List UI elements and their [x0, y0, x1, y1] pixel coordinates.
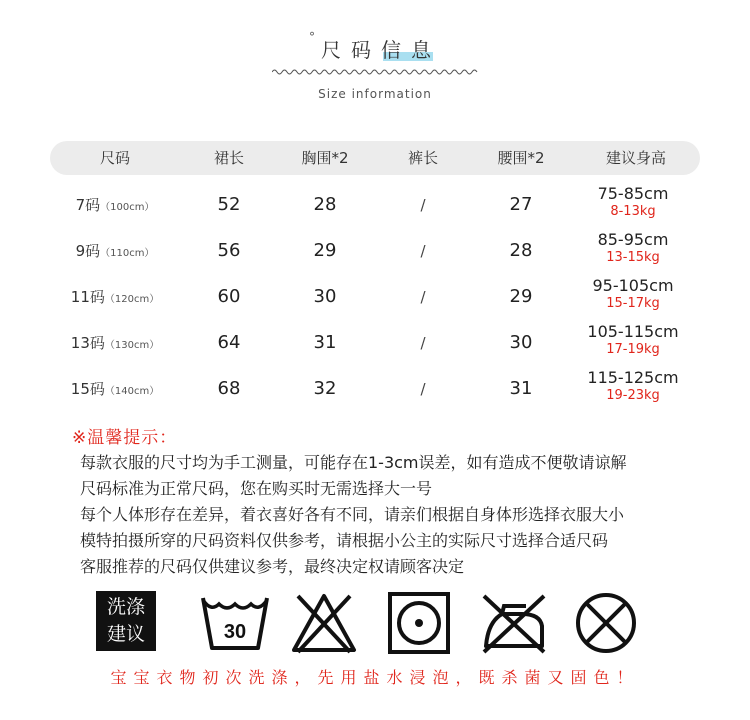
no-iron-icon — [478, 590, 550, 656]
skirt-length-cell: 68 — [217, 378, 241, 399]
skirt-length-cell: 60 — [217, 286, 241, 307]
height-cell — [587, 324, 678, 356]
table-row — [0, 366, 750, 412]
size-cell — [71, 320, 159, 366]
table-row — [0, 228, 750, 274]
footer-note: 宝宝衣物初次洗涤，先用盐水浸泡，既杀菌又固色！ — [110, 668, 640, 687]
col-header-chest: 胸围*2 — [301, 149, 349, 167]
tip-line: 客服推荐的尺码仅供建议参考，最终决定权请顾客决定 — [80, 557, 465, 576]
col-header-waist: 腰围*2 — [497, 149, 545, 167]
tumble-dry-icon — [386, 590, 452, 656]
title-text: 尺码信息 — [321, 38, 441, 62]
tips-title: ※温馨提示： — [72, 428, 178, 448]
waist-cell: 30 — [509, 332, 533, 353]
chest-cell: 29 — [313, 240, 337, 261]
wash-30-icon — [198, 590, 272, 656]
size-cm: （120cm） — [104, 294, 160, 305]
tip-line: 尺码标准为正常尺码，您在购买时无需选择大一号 — [80, 479, 433, 498]
weight-value: 15-17kg — [606, 296, 660, 311]
size-cm: （140cm） — [104, 386, 160, 397]
height-value: 85-95cm — [597, 230, 669, 249]
weight-value: 17-19kg — [606, 342, 660, 357]
wash-label-line2: 建议 — [106, 623, 145, 645]
chest-cell: 32 — [313, 378, 337, 399]
wash-advice-label — [96, 591, 156, 651]
wash-label-line1: 洗涤 — [106, 596, 145, 618]
table-header-bar — [50, 141, 700, 175]
pants-length-cell: / — [420, 288, 426, 306]
tip-line: 模特拍摄所穿的尺码资料仅供参考，请根据小公主的实际尺寸选择合适尺码 — [80, 531, 609, 550]
chest-cell: 31 — [313, 332, 337, 353]
height-cell — [592, 278, 673, 310]
size-cell — [76, 182, 155, 228]
col-header-skirt-length: 裙长 — [213, 149, 245, 167]
col-header-size: 尺码 — [99, 149, 131, 167]
height-value: 95-105cm — [592, 276, 674, 295]
pants-length-cell: / — [420, 196, 426, 214]
height-cell — [587, 370, 678, 402]
table-row — [0, 320, 750, 366]
height-cell — [598, 232, 669, 264]
size-cm: （130cm） — [104, 340, 160, 351]
size-label: 15码 — [70, 380, 105, 398]
size-label: 11码 — [70, 288, 105, 306]
size-label: 9码 — [75, 242, 101, 260]
waist-cell: 27 — [509, 194, 533, 215]
weight-value: 8-13kg — [610, 204, 656, 219]
skirt-length-cell: 56 — [217, 240, 241, 261]
tips-list — [80, 450, 720, 580]
col-header-height: 建议身高 — [605, 149, 667, 167]
skirt-length-cell: 52 — [217, 194, 241, 215]
pants-length-cell: / — [420, 242, 426, 260]
tip-line: 每款衣服的尺寸均为手工测量，可能存在1-3cm误差，如有造成不便敬请谅解 — [80, 453, 627, 472]
wash-temperature: 30 — [223, 621, 247, 643]
no-dry-clean-icon — [572, 590, 640, 656]
table-row — [0, 274, 750, 320]
subtitle: Size information — [318, 87, 432, 101]
table-row — [0, 182, 750, 228]
col-header-pants-length: 裤长 — [407, 149, 439, 167]
size-label: 13码 — [70, 334, 105, 352]
waist-cell: 31 — [509, 378, 533, 399]
chest-cell: 30 — [313, 286, 337, 307]
height-value: 75-85cm — [597, 184, 669, 203]
pants-length-cell: / — [420, 334, 426, 352]
page-title — [309, 30, 441, 63]
size-cm: （100cm） — [100, 202, 155, 213]
pants-length-cell: / — [420, 380, 426, 398]
waist-cell: 29 — [509, 286, 533, 307]
size-cell — [76, 228, 155, 274]
weight-value: 13-15kg — [606, 250, 660, 265]
no-bleach-icon — [288, 590, 360, 656]
chest-cell: 28 — [313, 194, 337, 215]
height-value: 105-115cm — [587, 322, 679, 341]
title-area — [0, 30, 750, 63]
skirt-length-cell: 64 — [217, 332, 241, 353]
size-cm: （110cm） — [100, 248, 155, 259]
waist-cell: 28 — [509, 240, 533, 261]
wavy-divider — [272, 68, 478, 76]
size-cell — [71, 366, 159, 412]
size-label: 7码 — [75, 196, 101, 214]
height-value: 115-125cm — [587, 368, 679, 387]
height-cell — [598, 186, 669, 218]
title-degree-mark: ° — [309, 30, 315, 44]
weight-value: 19-23kg — [606, 388, 660, 403]
tip-line: 每个人体形存在差异，着衣喜好各有不同，请亲们根据自身体形选择衣服大小 — [80, 505, 625, 524]
size-cell — [71, 274, 159, 320]
